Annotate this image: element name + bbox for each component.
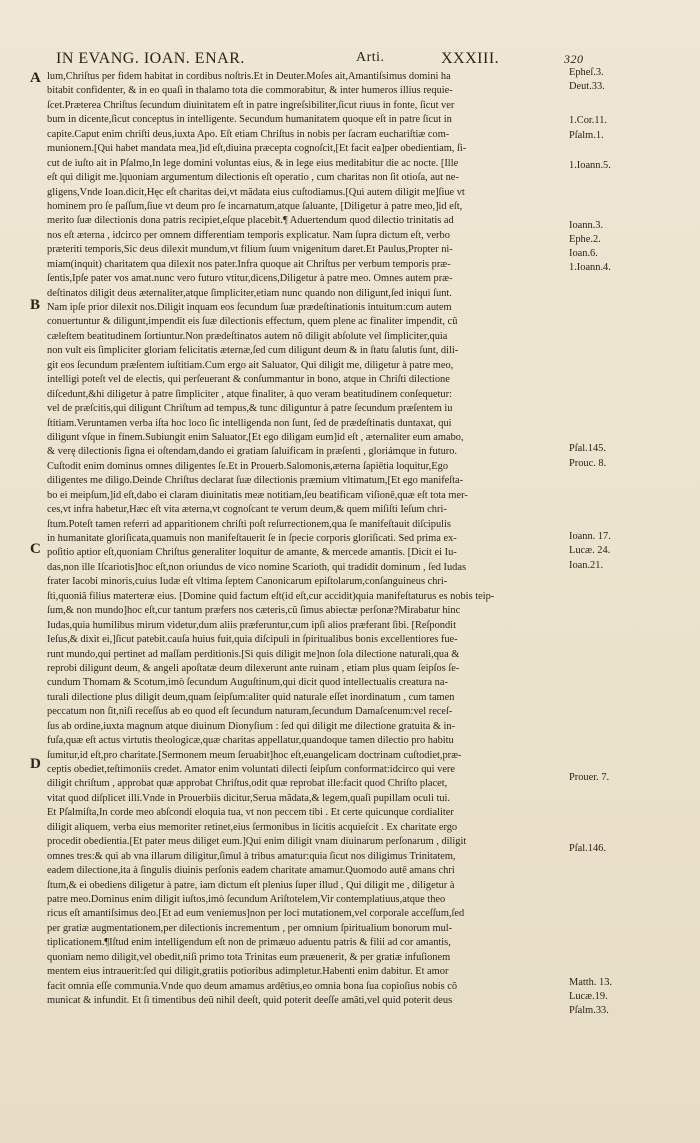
text-line: per gratiæ augmentationem,per dilectionis incrementum , per omnium ſpiritualium bonorum mul-: [47, 922, 453, 934]
text-line: ſumitur,id eſt,pro charitate.[Sermonem meum ſeruabit]hoc eſt,euangelicam doctrinam cuſtodiet,præ-: [47, 749, 462, 761]
text-line: git eos ſecundum præſentem iuſtitiam.Cum ergo ait Saluator, Qui diligit me, diligetur à patre meo,: [47, 359, 454, 371]
page-number: 320: [564, 52, 584, 66]
margin-note: Ioann.3.: [569, 220, 604, 231]
margin-note: Ioan.21.: [569, 560, 604, 571]
text-line: cundum Thomam & Scotum,imò ſecundum Auguſtinum,qui dicit quod intellectualis creatura na-: [47, 677, 448, 689]
text-line: Cuſtodit enim dominus omnes diligentes ſe.Et in Prouerb.Salomonis,æterna ſapiētia loquitur,Ego: [47, 460, 449, 472]
margin-note: Epheſ.3.: [569, 67, 604, 78]
text-line: das,non ille Iſcariotis]hoc eſt,non oriundus de vico nomine Scarioth, qui tradidit dominum , ſed Iudas: [47, 561, 467, 573]
text-line: runt mundo,qui pertinet ad maſſam perditionis.[Si quis diligit me]non ſola dilectione naturali,qua &: [47, 648, 460, 660]
section-letter-d: D: [30, 756, 41, 772]
text-line: Nam ipſe prior dilexit nos.Diligit inquam eos ſecundum ſuæ prædeſtinationis intuitum:cum autem: [47, 302, 452, 313]
text-line: eſt qui diligit me.]quoniam argumentum dilectionis eſt operatio , cum charitas non ſit otioſa, aut ne-: [47, 172, 459, 184]
margin-note: Prouer. 7.: [569, 772, 610, 783]
text-line: hominem pro ſe paſſum,ſiue vt deum pro ſe incarnatum,atque ſaluante, [Diligetur à patre meo,]id eſt,: [47, 200, 463, 212]
text-line: reprobi diligunt deum, & angeli apoſtatæ deum dilexerunt ante ruinam , etiam plus quam ſeipſos ſe-: [47, 662, 460, 674]
text-line: lum,Chriſtus per fidem habitat in cordibus noſtris.Et in Deuter.Moſes ait,Amantiſsimus domini ha: [47, 71, 451, 82]
text-line: ricus eſt amantiſsimus deo.[Et ad eum veniemus]non per loci mutationem,vel corporale acceſſum,ſed: [47, 908, 465, 920]
text-line: cut de iuſto ait in Pſalmo,In lege domini voluntas eius, & in lege eius meditabitur die ac nocte. [Ille: [47, 157, 459, 169]
text-line: conuertuntur & diligunt,impendit eis ſuæ dilectionis effectum, quem plene ac finaliter impendit, cũ: [47, 316, 458, 328]
text-line: diligit aliquem, verba eius memoriter retinet,eius ſermonibus in licitis acquieſcit . Ex charitate ergo: [47, 821, 458, 833]
section-letter-b: B: [30, 297, 41, 313]
margin-note: 1.Ioann.5.: [569, 160, 611, 171]
text-line: diſcedunt,&hi diligetur à patre ſimpliciter , atque finaliter, à quo veram beatitudinem conſequetur:: [47, 388, 452, 400]
text-line: non vult eis ſimpliciter gloriam felicitatis æternæ,ſed cum diligunt deum & in ſtatu ſalutis ſunt, dili-: [47, 345, 459, 357]
text-line: ſentis,Ipſe pater vos amat.nunc vero futuro vtitur,dicens,Diligetur à patre meo. Omnes autem præ-: [47, 273, 453, 285]
text-line: miam(inquit) charitatem qua dilexit nos pater.Infra quoque ait Chriſtus per verbum temporis præ-: [47, 258, 451, 270]
text-line: ſum,& non mundo]hoc eſt,cur tantum præfers nos cæteris,cũ ſimus abiectæ perſonæ?Mirabatur hinc: [47, 605, 461, 617]
margin-note: Prouc. 8.: [569, 458, 607, 469]
text-line: & verę dilectionis ſigna ei oſtendam,dando ei gratiam ſaluificam in præſenti , gloriámque in futuro.: [47, 446, 458, 458]
text-line: omnes tres:& qui ab vna illarum diligitur,ſimul à tribus amatur:quia ſicut nos diligimus Trinitatem,: [47, 850, 456, 862]
text-line: mentem eius intrauerit:ſed qui diligit,gratiis potioribus adimpletur.Habenti enim dabitur. Et amor: [47, 966, 449, 978]
text-line: intelligi poteſt vel de electis, qui perſeuerant & conſummantur in bono, atque in Chriſti dilectione: [47, 374, 450, 386]
text-line: patre meo.Dominus enim diligit iuſtos,imò ſecundum Ariſtotelem,Vir contemplatiuus,atque theo: [47, 893, 446, 905]
text-line: frater Iacobi minoris,cuius Iudæ eſt vltima ſeptem Canonicarum epiſtolarum,conſanguineus chri-: [47, 576, 448, 588]
text-line: capite.Caput enim chriſti deus,iuxta Apo. Eſt etiam Chriſtus in nobis per ſacram euchariſtiæ com-: [47, 128, 450, 140]
text-line: ſcet.Præterea Chriſtus ſecundum diuinitatem eſt in patre ingreſsibiliter,ſicut riuus in fonte, ſicut ver: [47, 99, 455, 111]
text-line: diligit chriſtum , approbat quæ approbat Chriſtus,odit quæ reprobat ille:facit quod Chriſto placet,: [47, 778, 448, 790]
text-line: ſtum,& ei obediens diligetur à patre, iam dictum eſt plenius ſuper illud , Qui diligit me , diligetur à: [47, 879, 455, 891]
text-line: præteriti temporis,Sic deus dilexit mundum,vt filium ſuum vnigenitum daret.Et Paulus,Propter ni-: [47, 244, 453, 256]
margin-note: Pſal.146.: [569, 843, 606, 854]
text-line: ſtum.Poteſt tamen referri ad apparitionem chriſti poſt reſurrectionem,qua ſe manifeſtauit diſcipulis: [47, 518, 451, 530]
margin-note: 1.Ioann.4.: [569, 262, 611, 273]
text-line: ſus ab ordine,iuxta magnum atque diuinum Dionyſium : ſed qui diligit me dilectione gratuita & in-: [47, 720, 456, 732]
text-line: ces,vt infra habetur,Hæc eſt vita æterna,vt cognoſcant te verum deum,& quem miſiſti Ieſum chri-: [47, 504, 447, 516]
section-letter-c: C: [30, 541, 41, 557]
text-line: vitat quod diſplicet illi.Vnde in Prouerbiis dicitur,Serua mãdata,& legem,quaſi pupillam oculi tui.: [47, 792, 451, 804]
margin-note: Ioan.6.: [569, 248, 598, 259]
text-line: cæleſtem beatitudinem ſortiuntur.Non prædeſtinatos autem nõ diligit abſolute vel ſimpliciter,quia: [47, 330, 448, 342]
text-line: Et Pſalmiſta,In corde meo abſcondi eloquia tua, vt non peccem tibi . Et certe quicunque cordialiter: [47, 807, 454, 819]
margin-note: Ioann. 17.: [569, 531, 611, 542]
text-line: tiplicationem.¶Iſtud enim intelligendum eſt non de primæuo aduentu patris & filii ad cor amantis,: [47, 937, 451, 949]
header-article-label: Arti.: [356, 50, 385, 65]
text-line: deſtinatos diligit deus æternaliter,atque ſimpliciter,etiam nunc quando non diligunt,ſed iniqui ſunt.: [47, 287, 452, 299]
text-line: quoniam nemo diligit,vel obedit,niſi primo tota Trinitas eum præuenerit, & per gratiæ infuſionem: [47, 951, 451, 963]
text-line: facit omnia eſſe communia.Vnde quo deum amamus ardētius,eo omnia bona ſua copioſius nobis cõ: [47, 980, 458, 992]
text-line: Iudas,quia humilibus mirum videtur,dum aliis præferuntur,cum ipſi alios præferant ſibi. [Reſpondit: [47, 619, 456, 631]
text-line: procedit obedientia.[Et pater meus diliget eum.]Qui enim diligit vnam diuinarum perſonarum , diligit: [47, 836, 467, 848]
text-line: ſti,quoniã filius materteræ eius. [Domine quid factum eſt(id eſt,cur accidit)quia manifeſtaturus es nobis teip-: [47, 590, 495, 602]
text-line: bo ei meipſum,]id eſt,dabo ei claram diuinitatis meæ notitiam,ſeu beatificam viſionē,quæ eſt tota mer-: [47, 489, 468, 501]
margin-note: Pſalm.1.: [569, 130, 604, 141]
text-line: in humanitate gloriſicata,quamuis non manifeſtauerit ſe in ſpecie corporis gloriſicati. Sed prima ex-: [47, 533, 457, 544]
text-line: gligens,Vnde Ioan.dicit,Hęc eſt charitas dei,vt mãdata eius cuſtodiamus.[Qui autem diligit me]ſiue vt: [47, 186, 465, 198]
text-line: bum in dicente,ſicut conceptus in intelligente. Secundum humanitatem quoque eſt in patre ſicut in: [47, 114, 452, 126]
margin-note: Pſal.145.: [569, 443, 606, 454]
margin-note: 1.Cor.11.: [569, 115, 608, 126]
margin-note: Deut.33.: [569, 81, 605, 92]
text-line: munionem.[Qui habet mandata mea,]id eſt,diuina præcepta cognoſcit,[Et facit ea]per obedientiam, ſi-: [47, 143, 467, 155]
text-line: nos eſt æterna , idcirco per omnem differentiam temporis explicatur. Nam ſupra dictum eſt, verbo: [47, 229, 450, 241]
text-line: turali dilectione plus diligit deum,quam ſeipſum:aliter quid naturale eſſet inordinatum , cum tamen: [47, 691, 455, 703]
text-line: ceptis obediet,teſtimoniis credet. Amator enim voluntati dilecti ſeipſum conformat:idcirco qui vere: [47, 764, 456, 775]
running-header: [56, 50, 596, 72]
text-line: vel de præſcitis,qui diligunt Chriſtum ad tempus,& tunc diliguntur à patre ſecundum præſentem iu: [47, 403, 453, 415]
margin-note: Pſalm.33.: [569, 1005, 609, 1016]
margin-note: Matth. 13.: [569, 977, 613, 988]
text-line: eadem dilectione,ita à ſingulis diuinis perſonis eadem charitate amamur.Quomodo autē amans chri: [47, 865, 455, 877]
margin-note: Ephe.2.: [569, 234, 601, 245]
text-line: merito ſuæ dilectionis dona patris recipiet,eſque placebit.¶ Aduertendum quod dilectio trinitatis ad: [47, 215, 454, 227]
text-line: diligunt vſque in finem.Subiungit enim Saluator,[Et ego diligam eum]id eſt , æternaliter eum amabo,: [47, 431, 464, 443]
margin-note: Lucæ.19.: [569, 991, 608, 1002]
header-article-number: XXXIII.: [441, 50, 500, 67]
text-line: Ieſus,& dixit ei,]ſicut patebit.cauſa huius fuit,quia diſcipuli in ſpiritualibus bonis excellentiores fue-: [47, 634, 458, 646]
margin-note: Lucæ. 24.: [569, 545, 611, 556]
header-title: IN EVANG. IOAN. ENAR.: [56, 50, 245, 67]
section-letter-a: A: [30, 70, 41, 86]
text-line: peccatum non ſit,niſi receſſus ab eo quod eſt ſecundum naturam,ſecundum Damaſcenum:vel receſ-: [47, 706, 453, 718]
text-line: bitabit confidenter, & in eo quaſi in thalamo tota die commorabitur, & inter humeros illius requie-: [47, 85, 453, 97]
text-line: municat & infundit. Et ſi timentibus deũ nihil deeſt, quid poterit deeſſe amãti,vel quid poterit deus: [47, 995, 453, 1006]
text-line: diligentes me diligo.Deinde Chriſtus declarat ſuæ dilectionis præmium vltimatum,[Et ego manifeſta-: [47, 475, 464, 487]
text-line: fuſa,quæ eſt actus virtutis theologicæ,quæ charitas appellatur,quandoque tamen dilectio pro habitu: [47, 735, 454, 747]
text-line: ſtitiam.Veruntamen verba iſta hoc loco ſic intelligenda non ſunt, ſed de prædeſtinatis duntaxat, qui: [47, 417, 452, 429]
text-line: poſitio aptior eſt,quoniam Chriſtus generaliter loquitur de amante, & mercede amantis. [Dicit ei Iu-: [47, 547, 457, 559]
body-text: [47, 70, 567, 1008]
